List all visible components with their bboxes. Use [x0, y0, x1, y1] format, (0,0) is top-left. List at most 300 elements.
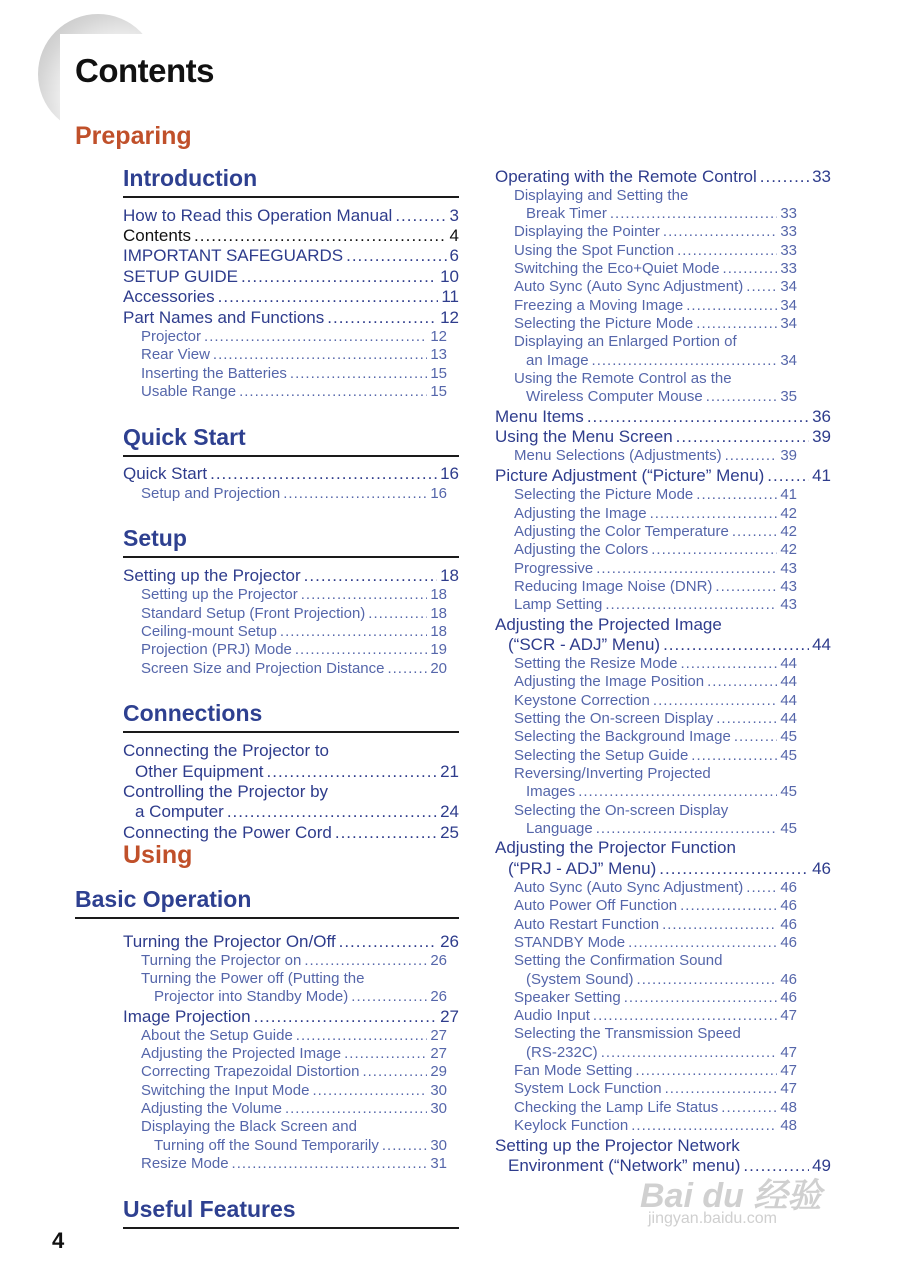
leader-dots — [578, 783, 777, 800]
page-title: Contents — [75, 52, 214, 89]
leader-dots — [723, 260, 778, 277]
toc-entry-page: 26 — [440, 932, 459, 951]
toc-entry-title: Audio Input — [514, 1007, 590, 1024]
toc-entry-page: 27 — [430, 1045, 447, 1062]
toc-entry-title: Speaker Setting — [514, 989, 621, 1006]
toc-entry[interactable] — [141, 641, 447, 658]
toc-entry-title: Auto Sync (Auto Sync Adjustment) — [514, 879, 744, 896]
leader-dots — [680, 897, 777, 914]
toc-entry[interactable] — [514, 1099, 797, 1116]
toc-entry[interactable] — [526, 205, 797, 222]
toc-entry[interactable] — [123, 1007, 459, 1027]
toc-entry-title: SETUP GUIDE — [123, 267, 238, 286]
toc-entry-title: Adjusting the Volume — [141, 1100, 282, 1117]
leader-dots — [605, 596, 777, 613]
toc-entry-page: 31 — [430, 1155, 447, 1172]
leader-dots — [663, 223, 777, 240]
toc-entry[interactable] — [123, 246, 459, 266]
toc-entry-page: 35 — [780, 388, 797, 405]
leader-dots — [716, 710, 777, 727]
toc-entry-page: 25 — [440, 823, 459, 842]
toc-entry[interactable] — [514, 278, 797, 295]
leader-dots — [680, 655, 777, 672]
toc-entry[interactable] — [141, 328, 447, 345]
toc-entry[interactable] — [514, 486, 797, 503]
toc-entry-page: 3 — [449, 206, 459, 225]
toc-entry[interactable] — [141, 383, 447, 400]
leader-dots — [715, 578, 777, 595]
toc-entry-title: STANDBY Mode — [514, 934, 626, 951]
toc-entry-continued[interactable]: Selecting the Transmission Speed — [514, 1025, 741, 1042]
toc-entry-title: Lamp Setting — [514, 596, 603, 613]
leader-dots — [267, 762, 438, 782]
toc-entry[interactable] — [141, 365, 447, 382]
toc-entry[interactable] — [508, 635, 831, 655]
toc-entry-continued[interactable]: Controlling the Projector by — [123, 782, 329, 801]
leader-dots — [596, 820, 778, 837]
toc-entry[interactable] — [495, 466, 831, 486]
toc-entry[interactable] — [495, 407, 831, 427]
toc-entry-title: Auto Restart Function — [514, 916, 660, 933]
leader-dots — [587, 407, 809, 427]
leader-dots — [665, 1080, 778, 1097]
toc-entry[interactable] — [514, 1062, 797, 1079]
toc-entry[interactable] — [123, 226, 459, 246]
toc-entry-page: 41 — [812, 466, 831, 485]
leader-dots — [691, 747, 777, 764]
leader-dots — [218, 287, 439, 307]
toc-entry-title: Ceiling-mount Setup — [141, 623, 277, 640]
toc-entry-title: Projector into Standby Mode) — [154, 988, 349, 1005]
toc-entry[interactable] — [514, 916, 797, 933]
toc-entry[interactable] — [495, 167, 831, 187]
toc-entry[interactable] — [141, 605, 447, 622]
leader-dots — [304, 566, 437, 586]
toc-entry-title: Setting up the Projector — [141, 586, 298, 603]
toc-entry-page: 13 — [430, 346, 447, 363]
toc-entry-title: Displaying the Pointer — [514, 223, 660, 240]
leader-dots — [204, 328, 427, 345]
toc-entry-page: 45 — [780, 728, 797, 745]
toc-entry[interactable] — [141, 952, 447, 969]
toc-entry[interactable] — [514, 934, 797, 951]
leader-dots — [663, 635, 809, 655]
toc-entry-page: 15 — [430, 383, 447, 400]
toc-entry[interactable] — [123, 566, 459, 586]
leader-dots — [312, 1082, 427, 1099]
toc-entry-page: 34 — [780, 352, 797, 369]
toc-entry-page: 18 — [440, 566, 459, 585]
leader-dots — [686, 297, 777, 314]
part-using: Using — [123, 841, 193, 869]
leader-dots — [659, 859, 809, 879]
toc-entry-page: 6 — [449, 246, 459, 265]
toc-entry-title: Operating with the Remote Control — [495, 167, 757, 186]
leader-dots — [628, 934, 777, 951]
toc-entry-page: 43 — [780, 596, 797, 613]
toc-entry-page: 46 — [780, 971, 797, 988]
toc-entry-page: 34 — [780, 297, 797, 314]
section-quick-start: Quick Start — [123, 424, 459, 457]
toc-entry-page: 19 — [430, 641, 447, 658]
toc-entry-page: 26 — [430, 952, 447, 969]
toc-entry-title: Projection (PRJ) Mode — [141, 641, 292, 658]
section-setup: Setup — [123, 525, 459, 558]
section-introduction: Introduction — [123, 165, 459, 198]
toc-entry[interactable] — [141, 623, 447, 640]
toc-entry-page: 42 — [780, 541, 797, 558]
toc-entry-continued[interactable]: Adjusting the Projected Image — [495, 615, 722, 634]
toc-entry-title: Accessories — [123, 287, 215, 306]
toc-entry-title: Quick Start — [123, 464, 208, 483]
leader-dots — [368, 605, 427, 622]
toc-entry-title: Inserting the Batteries — [141, 365, 287, 382]
toc-entry-title: Fan Mode Setting — [514, 1062, 633, 1079]
leader-dots — [767, 466, 809, 486]
toc-entry-title: Break Timer — [526, 205, 607, 222]
toc-entry-continued[interactable]: Connecting the Projector to — [123, 741, 330, 760]
leader-dots — [601, 1044, 778, 1061]
toc-entry-page: 30 — [430, 1082, 447, 1099]
leader-dots — [635, 1062, 777, 1079]
toc-entry-title: Menu Selections (Adjustments) — [514, 447, 722, 464]
section-useful-features: Useful Features — [123, 1196, 459, 1229]
toc-entry[interactable] — [514, 505, 797, 522]
leader-dots — [707, 673, 777, 690]
toc-entry-continued[interactable]: Using the Remote Control as the — [514, 370, 732, 387]
leader-dots — [631, 1117, 777, 1134]
toc-entry-page: 46 — [812, 859, 831, 878]
toc-entry[interactable] — [123, 932, 459, 952]
toc-entry-title: Images — [526, 783, 576, 800]
toc-entry-title: Resize Mode — [141, 1155, 229, 1172]
toc-entry-title: Rear View — [141, 346, 210, 363]
leader-dots — [295, 641, 427, 658]
leader-dots — [210, 464, 437, 484]
toc-entry-page: 42 — [780, 505, 797, 522]
toc-entry-title: Wireless Computer Mouse — [526, 388, 703, 405]
toc-entry-title: Selecting the Picture Mode — [514, 315, 694, 332]
toc-entry-continued[interactable]: Setting up the Projector Network — [495, 1136, 740, 1155]
toc-entry-title: IMPORTANT SAFEGUARDS — [123, 246, 344, 265]
toc-entry[interactable] — [514, 1007, 797, 1024]
toc-entry[interactable] — [135, 802, 459, 822]
toc-entry[interactable] — [526, 352, 797, 369]
toc-entry-title: Standard Setup (Front Projection) — [141, 605, 366, 622]
leader-dots — [662, 916, 777, 933]
toc-entry[interactable] — [123, 287, 459, 307]
toc-entry-page: 47 — [780, 1044, 797, 1061]
toc-entry-page: 33 — [812, 167, 831, 186]
toc-entry[interactable] — [514, 1117, 797, 1134]
leader-dots — [592, 352, 778, 369]
leader-dots — [676, 427, 809, 447]
toc-entry-continued[interactable]: Displaying and Setting the — [514, 187, 689, 204]
toc-entry-title: Checking the Lamp Life Status — [514, 1099, 719, 1116]
leader-dots — [346, 246, 446, 266]
toc-entry[interactable] — [514, 315, 797, 332]
toc-entry-page: 21 — [440, 762, 459, 781]
leader-dots — [395, 206, 446, 226]
section-connections: Connections — [123, 700, 459, 733]
leader-dots — [725, 447, 778, 464]
toc-entry-page: 44 — [780, 710, 797, 727]
toc-entry-page: 33 — [780, 242, 797, 259]
leader-dots — [696, 486, 777, 503]
leader-dots — [610, 205, 777, 222]
toc-entry[interactable] — [514, 242, 797, 259]
toc-entry-page: 45 — [780, 747, 797, 764]
toc-entry[interactable] — [514, 692, 797, 709]
toc-entry-page: 48 — [780, 1117, 797, 1134]
toc-entry-page: 46 — [780, 989, 797, 1006]
toc-entry-page: 47 — [780, 1080, 797, 1097]
toc-entry-page: 4 — [449, 226, 459, 245]
toc-entry-page: 49 — [812, 1156, 831, 1175]
toc-entry-page: 36 — [812, 407, 831, 426]
toc-entry-continued[interactable]: Displaying an Enlarged Portion of — [514, 333, 737, 350]
leader-dots — [650, 505, 778, 522]
toc-entry[interactable] — [123, 206, 459, 226]
toc-entry-title: Screen Size and Projection Distance — [141, 660, 385, 677]
toc-entry-page: 45 — [780, 783, 797, 800]
toc-entry[interactable] — [141, 1027, 447, 1044]
toc-entry-page: 34 — [780, 278, 797, 295]
toc-entry[interactable] — [135, 762, 459, 782]
toc-entry[interactable] — [508, 859, 831, 879]
leader-dots — [734, 728, 778, 745]
toc-entry-title: About the Setup Guide — [141, 1027, 293, 1044]
leader-dots — [382, 1137, 427, 1154]
toc-entry-page: 18 — [430, 623, 447, 640]
toc-entry-title: Progressive — [514, 560, 594, 577]
toc-entry-title: Adjusting the Color Temperature — [514, 523, 729, 540]
toc-entry-title: Auto Power Off Function — [514, 897, 678, 914]
section-basic-operation: Basic Operation — [75, 886, 459, 919]
toc-entry[interactable] — [141, 346, 447, 363]
toc-entry-page: 16 — [440, 464, 459, 483]
toc-entry-title: Image Projection — [123, 1007, 251, 1026]
toc-entry-title: an Image — [526, 352, 589, 369]
toc-entry-page: 33 — [780, 223, 797, 240]
toc-entry[interactable] — [514, 710, 797, 727]
toc-entry[interactable] — [141, 1155, 447, 1172]
leader-dots — [327, 308, 437, 328]
toc-entry[interactable] — [526, 783, 797, 800]
toc-entry-continued[interactable]: Adjusting the Projector Function — [495, 838, 736, 857]
toc-entry-title: Using the Spot Function — [514, 242, 675, 259]
toc-entry[interactable] — [514, 223, 797, 240]
leader-dots — [280, 623, 427, 640]
leader-dots — [344, 1045, 427, 1062]
leader-dots — [290, 365, 427, 382]
toc-entry-title: Adjusting the Colors — [514, 541, 649, 558]
leader-dots — [213, 346, 427, 363]
toc-entry[interactable] — [123, 267, 459, 287]
toc-entry-title: (“PRJ - ADJ” Menu) — [508, 859, 657, 878]
leader-dots — [721, 1099, 777, 1116]
leader-dots — [387, 660, 427, 677]
toc-entry-page: 43 — [780, 578, 797, 595]
toc-entry-title: Picture Adjustment (“Picture” Menu) — [495, 466, 765, 485]
toc-entry[interactable] — [123, 823, 459, 843]
leader-dots — [304, 952, 427, 969]
toc-entry-page: 41 — [780, 486, 797, 503]
toc-entry-title: Selecting the Background Image — [514, 728, 731, 745]
toc-entry-page: 34 — [780, 315, 797, 332]
watermark-logo: Bai du 经验 — [640, 1177, 822, 1215]
toc-entry[interactable] — [141, 485, 447, 502]
toc-entry-title: Freezing a Moving Image — [514, 297, 684, 314]
toc-entry-title: Setup and Projection — [141, 485, 281, 502]
toc-entry-continued[interactable]: Selecting the On-screen Display — [514, 802, 729, 819]
toc-entry-title: Using the Menu Screen — [495, 427, 673, 446]
toc-entry[interactable] — [514, 297, 797, 314]
toc-entry-page: 44 — [812, 635, 831, 654]
toc-entry[interactable] — [526, 1044, 797, 1061]
toc-entry-title: (“SCR - ADJ” Menu) — [508, 635, 661, 654]
toc-entry-title: Other Equipment — [135, 762, 264, 781]
toc-entry[interactable] — [514, 728, 797, 745]
leader-dots — [227, 802, 437, 822]
toc-entry[interactable] — [514, 1080, 797, 1097]
toc-entry-title: Keystone Correction — [514, 692, 650, 709]
toc-entry[interactable] — [141, 1063, 447, 1080]
toc-entry-page: 27 — [440, 1007, 459, 1026]
toc-entry-title: Usable Range — [141, 383, 237, 400]
toc-entry[interactable] — [526, 820, 797, 837]
toc-entry[interactable] — [526, 971, 797, 988]
toc-entry-title: Keylock Function — [514, 1117, 629, 1134]
toc-entry-title: Adjusting the Projected Image — [141, 1045, 342, 1062]
toc-entry[interactable] — [495, 427, 831, 447]
part-preparing: Preparing — [75, 122, 192, 150]
toc-entry-title: System Lock Function — [514, 1080, 662, 1097]
toc-entry-title: Part Names and Functions — [123, 308, 325, 327]
toc-entry-page: 46 — [780, 897, 797, 914]
toc-entry-page: 46 — [780, 879, 797, 896]
toc-entry-title: Setting the On-screen Display — [514, 710, 714, 727]
leader-dots — [296, 1027, 428, 1044]
toc-entry-page: 44 — [780, 673, 797, 690]
leader-dots — [362, 1063, 427, 1080]
toc-entry-title: Adjusting the Image Position — [514, 673, 705, 690]
toc-entry[interactable] — [514, 673, 797, 690]
toc-entry-page: 20 — [430, 660, 447, 677]
leader-dots — [283, 485, 427, 502]
leader-dots — [339, 932, 437, 952]
toc-entry-page: 16 — [430, 485, 447, 502]
toc-entry-continued[interactable]: Setting the Confirmation Sound — [514, 952, 723, 969]
page-number: 4 — [52, 1228, 65, 1253]
toc-entry[interactable] — [514, 260, 797, 277]
toc-entry[interactable] — [514, 578, 797, 595]
toc-entry[interactable] — [514, 560, 797, 577]
toc-entry[interactable] — [141, 660, 447, 677]
toc-entry-page: 12 — [430, 328, 447, 345]
toc-entry-page: 29 — [430, 1063, 447, 1080]
toc-entry-title: Selecting the Picture Mode — [514, 486, 694, 503]
toc-entry[interactable] — [514, 879, 797, 896]
watermark-url: jingyan.baidu.com — [648, 1210, 777, 1227]
toc-entry-page: 18 — [430, 586, 447, 603]
leader-dots — [653, 692, 777, 709]
toc-entry[interactable] — [514, 541, 797, 558]
leader-dots — [651, 541, 777, 558]
toc-entry[interactable] — [514, 989, 797, 1006]
leader-dots — [696, 315, 777, 332]
toc-entry-title: Turning the Projector on — [141, 952, 302, 969]
leader-dots — [732, 523, 777, 540]
leader-dots — [254, 1007, 438, 1027]
toc-entry[interactable] — [526, 388, 797, 405]
toc-entry-page: 10 — [440, 267, 459, 286]
toc-entry[interactable] — [141, 586, 447, 603]
toc-entry[interactable] — [514, 447, 797, 464]
toc-entry-title: Contents — [123, 226, 192, 245]
toc-entry-page: 18 — [430, 605, 447, 622]
toc-entry-continued[interactable]: Reversing/Inverting Projected — [514, 765, 711, 782]
toc-entry-title: Switching the Input Mode — [141, 1082, 310, 1099]
toc-entry-continued[interactable]: Turning the Power off (Putting the — [141, 970, 365, 987]
toc-entry[interactable] — [514, 655, 797, 672]
toc-entry[interactable] — [514, 747, 797, 764]
toc-entry-title: Projector — [141, 328, 202, 345]
toc-entry-title: Adjusting the Image — [514, 505, 647, 522]
toc-entry-title: Turning off the Sound Temporarily — [154, 1137, 379, 1154]
toc-entry-page: 39 — [812, 427, 831, 446]
toc-entry-title: How to Read this Operation Manual — [123, 206, 393, 225]
toc-entry-title: Menu Items — [495, 407, 584, 426]
toc-entry-page: 46 — [780, 934, 797, 951]
toc-entry-title: Environment (“Network” menu) — [508, 1156, 741, 1175]
toc-entry-title: Connecting the Power Cord — [123, 823, 332, 842]
toc-entry-title: (System Sound) — [526, 971, 634, 988]
toc-entry-continued[interactable]: Displaying the Black Screen and — [141, 1118, 357, 1135]
toc-entry-page: 15 — [430, 365, 447, 382]
leader-dots — [593, 1007, 777, 1024]
toc-entry-title: Setting up the Projector — [123, 566, 301, 585]
toc-entry-page: 30 — [430, 1137, 447, 1154]
toc-entry[interactable] — [141, 1100, 447, 1117]
leader-dots — [241, 267, 437, 287]
toc-entry[interactable] — [154, 1137, 447, 1154]
toc-entry-page: 24 — [440, 802, 459, 821]
toc-entry-page: 12 — [440, 308, 459, 327]
toc-entry[interactable] — [141, 1082, 447, 1099]
toc-entry[interactable] — [141, 1045, 447, 1062]
toc-entry-page: 46 — [780, 916, 797, 933]
toc-entry[interactable] — [514, 596, 797, 613]
toc-entry-page: 45 — [780, 820, 797, 837]
leader-dots — [746, 278, 777, 295]
toc-entry[interactable] — [514, 523, 797, 540]
leader-dots — [624, 989, 778, 1006]
toc-entry-page: 43 — [780, 560, 797, 577]
toc-entry-title: (RS-232C) — [526, 1044, 598, 1061]
toc-entry-page: 33 — [780, 260, 797, 277]
toc-entry[interactable] — [123, 464, 459, 484]
toc-entry[interactable] — [514, 897, 797, 914]
leader-dots — [706, 388, 778, 405]
toc-entry[interactable] — [154, 988, 447, 1005]
leader-dots — [351, 988, 427, 1005]
toc-entry-page: 11 — [441, 287, 459, 306]
leader-dots — [301, 586, 428, 603]
toc-entry[interactable] — [123, 308, 459, 328]
leader-dots — [239, 383, 427, 400]
toc-entry-page: 33 — [780, 205, 797, 222]
